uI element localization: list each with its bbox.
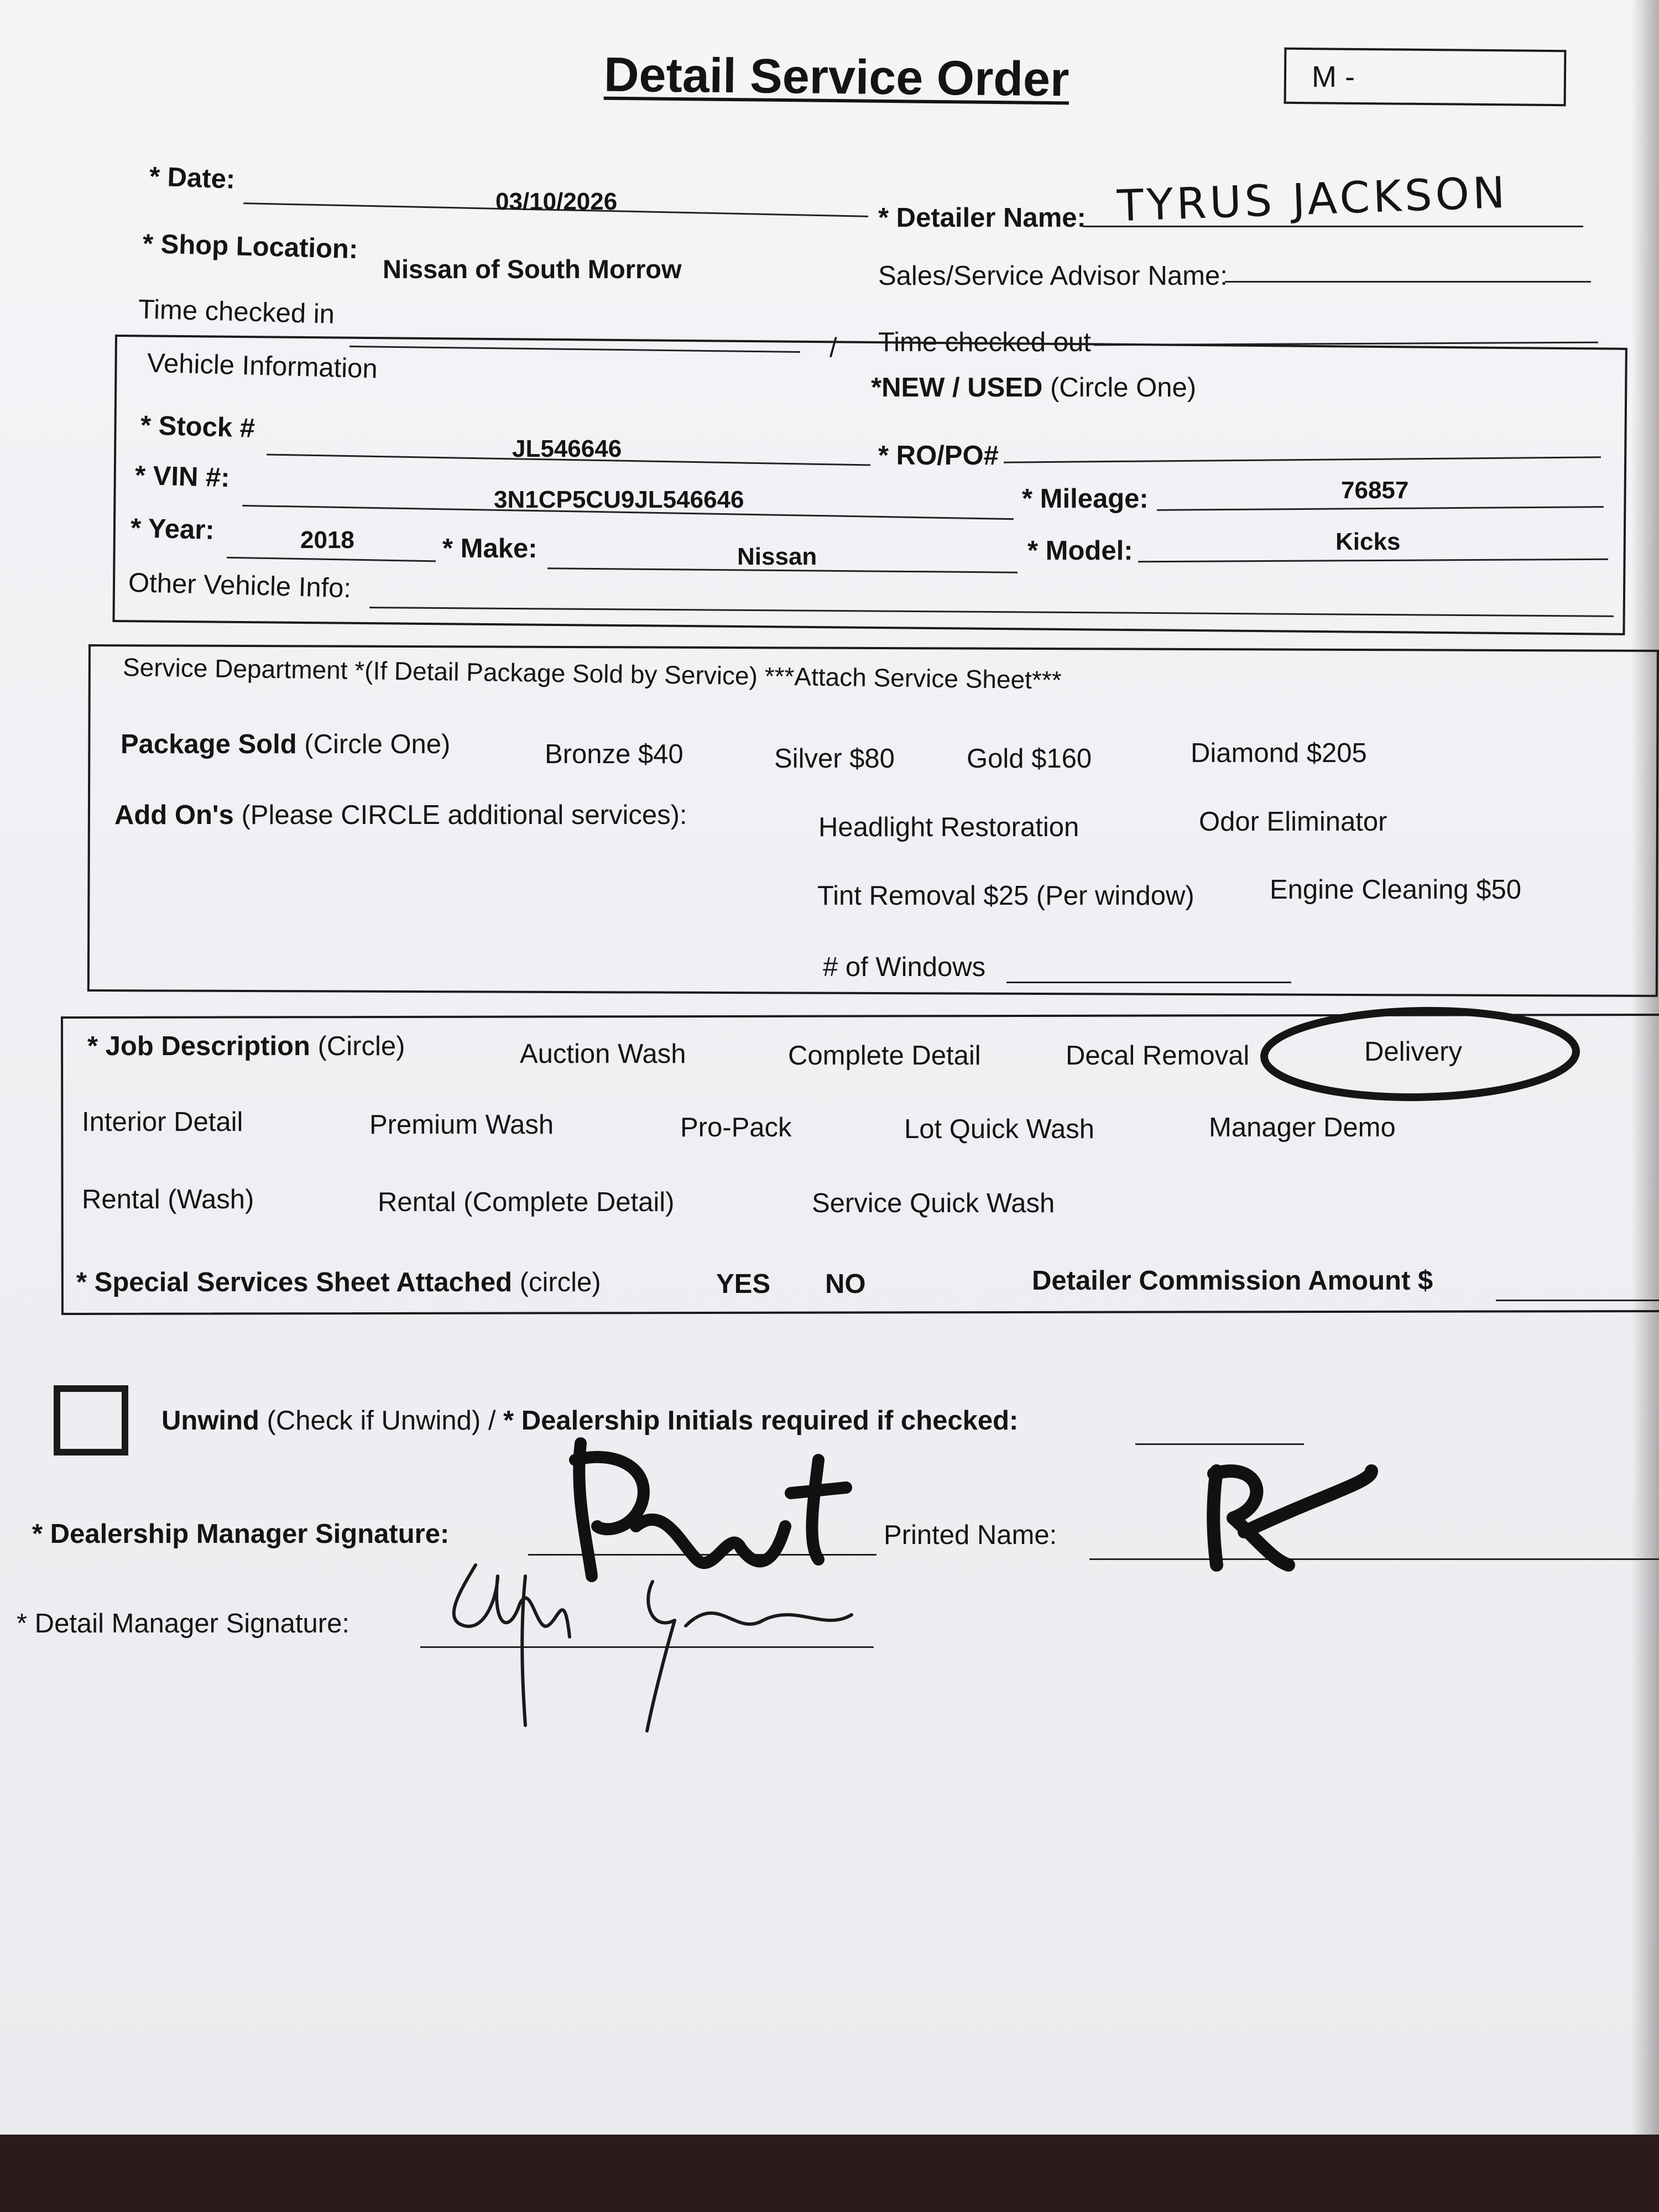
job-rental-complete-detail[interactable]: Rental (Complete Detail): [378, 1187, 675, 1217]
commission-label: Detailer Commission Amount $: [1032, 1266, 1433, 1296]
unwind-label: Unwind: [161, 1406, 259, 1436]
stock-label: * Stock #: [140, 410, 255, 444]
mileage-value[interactable]: 76857: [1341, 477, 1409, 504]
package-sold-label: Package Sold: [121, 729, 297, 759]
dealer-manager-signature-label: * Dealership Manager Signature:: [32, 1519, 450, 1549]
other-info-label: Other Vehicle Info:: [128, 567, 352, 604]
year-label: * Year:: [130, 513, 215, 545]
job-manager-demo[interactable]: Manager Demo: [1209, 1113, 1396, 1142]
make-label: * Make:: [442, 534, 538, 564]
time-out-label: Time checked out: [878, 327, 1091, 357]
job-pro-pack[interactable]: Pro-Pack: [680, 1113, 792, 1142]
unwind-required-text: * Dealership Initials required if checked:: [503, 1406, 1019, 1436]
make-value[interactable]: Nissan: [737, 543, 817, 570]
package-gold[interactable]: Gold $160: [967, 744, 1092, 774]
time-separator: /: [830, 333, 837, 363]
package-bronze[interactable]: Bronze $40: [545, 739, 684, 769]
date-value[interactable]: 03/10/2026: [495, 188, 618, 215]
dealer-manager-signature-ink: [575, 1443, 846, 1576]
unwind-hint: (Check if Unwind) /: [267, 1406, 504, 1436]
detail-manager-signature-ink: [454, 1565, 852, 1731]
windows-count-label: # of Windows: [823, 952, 986, 982]
detailer-name-value[interactable]: TYRUS JACKSON: [1116, 168, 1509, 232]
year-value[interactable]: 2018: [300, 526, 354, 554]
shop-location-label: * Shop Location:: [142, 228, 358, 265]
job-complete-detail[interactable]: Complete Detail: [788, 1041, 981, 1071]
new-used-label[interactable]: *NEW / USED: [871, 373, 1043, 403]
model-value[interactable]: Kicks: [1335, 528, 1401, 555]
ro-po-label: * RO/PO#: [878, 441, 999, 471]
time-in-label: Time checked in: [138, 294, 335, 330]
model-label: * Model:: [1027, 536, 1133, 566]
special-services-no[interactable]: NO: [825, 1269, 866, 1299]
addon-tint-removal[interactable]: Tint Removal $25 (Per window): [817, 881, 1194, 911]
job-description-label: * Job Description: [87, 1031, 310, 1061]
vin-label: * VIN #:: [134, 460, 231, 493]
addon-engine-cleaning[interactable]: Engine Cleaning $50: [1270, 875, 1521, 905]
advisor-name-label: Sales/Service Advisor Name:: [878, 261, 1228, 291]
new-used-hint: (Circle One): [1050, 373, 1197, 403]
vehicle-info-label: Vehicle Information: [147, 348, 378, 384]
addons-label: Add On's: [114, 800, 234, 830]
service-department-header: Service Department *(If Detail Package Sold by Service) ***Attach Service Sheet***: [122, 653, 1062, 695]
package-sold-hint: (Circle One): [304, 729, 451, 759]
detail-manager-signature-label: * Detail Manager Signature:: [17, 1609, 349, 1639]
delivery-selection-circle: [1264, 1008, 1577, 1100]
job-rental-wash[interactable]: Rental (Wash): [82, 1185, 254, 1214]
special-services-hint: (circle): [519, 1267, 601, 1297]
detailer-name-label: * Detailer Name:: [878, 203, 1086, 233]
addon-odor-eliminator[interactable]: Odor Eliminator: [1199, 807, 1387, 837]
addon-headlight-restoration[interactable]: Headlight Restoration: [818, 812, 1079, 842]
package-silver[interactable]: Silver $80: [774, 744, 895, 774]
printed-name-ink: [1213, 1471, 1371, 1565]
job-premium-wash[interactable]: Premium Wash: [369, 1110, 554, 1140]
shop-location-value: Nissan of South Morrow: [383, 254, 682, 284]
package-diamond[interactable]: Diamond $205: [1191, 738, 1367, 768]
special-services-yes[interactable]: YES: [716, 1269, 771, 1299]
job-description-hint: (Circle): [317, 1031, 405, 1061]
mileage-label: * Mileage:: [1022, 484, 1149, 514]
printed-name-label: Printed Name:: [884, 1520, 1057, 1550]
job-delivery[interactable]: Delivery: [1364, 1037, 1462, 1067]
order-number-prefix: M -: [1312, 60, 1355, 93]
stock-value[interactable]: JL546646: [512, 435, 622, 462]
vin-value[interactable]: 3N1CP5CU9JL546646: [494, 486, 744, 513]
job-service-quick-wash[interactable]: Service Quick Wash: [812, 1188, 1055, 1218]
date-label: * Date:: [149, 161, 236, 195]
form-title: Detail Service Order: [603, 46, 1070, 107]
job-interior-detail[interactable]: Interior Detail: [82, 1107, 243, 1137]
special-services-label: * Special Services Sheet Attached: [76, 1267, 512, 1297]
job-lot-quick-wash[interactable]: Lot Quick Wash: [904, 1114, 1095, 1144]
addons-hint: (Please CIRCLE additional services):: [241, 800, 687, 830]
job-auction-wash[interactable]: Auction Wash: [520, 1039, 686, 1069]
job-decal-removal[interactable]: Decal Removal: [1066, 1041, 1250, 1071]
